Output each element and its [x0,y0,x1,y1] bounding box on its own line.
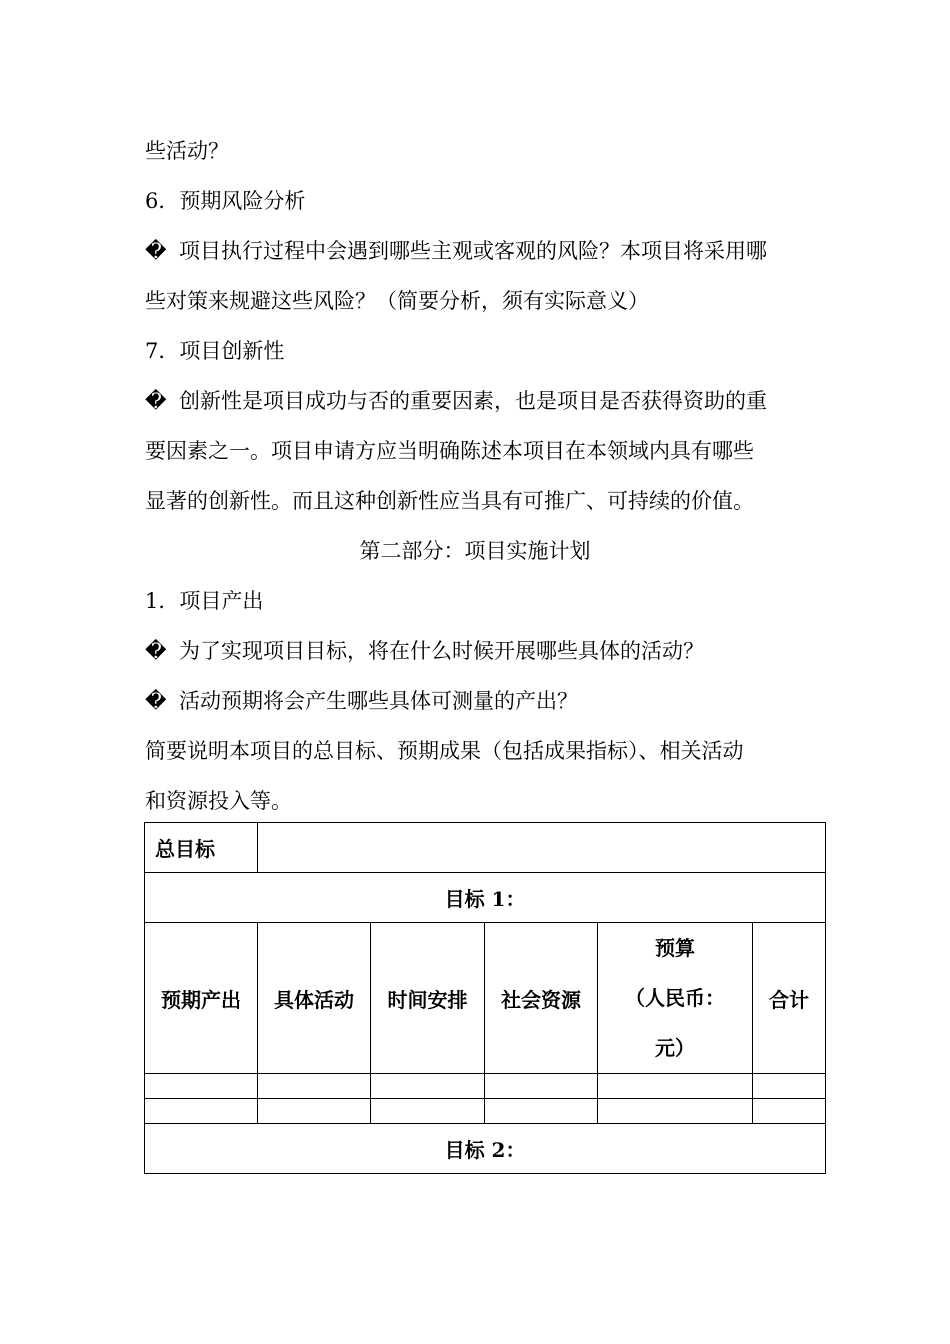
table-cell [371,1074,485,1099]
paragraph-line: 些对策来规避这些风险？（简要分析，须有实际意义） [145,289,649,313]
paragraph-line: 显著的创新性。而且这种创新性应当具有可推广、可持续的价值。 [145,489,754,513]
table-cell [598,1074,753,1099]
heading-risk-analysis: 6．预期风险分析 [145,189,306,213]
table-cell [371,1099,485,1124]
table-cell [258,1074,371,1099]
bullet-paragraph [145,686,578,716]
table-row [145,873,826,923]
header-social-resources: 社会资源 [485,923,598,1074]
paragraph-text: 创新性是项目成功与否的重要因素，也是项目是否获得资助的重 [179,389,767,413]
table-cell [258,1099,371,1124]
table-cell [753,1074,826,1099]
table-cell [485,1099,598,1124]
overall-goal-value [258,823,826,873]
bullet-paragraph [145,236,767,266]
header-budget-line: 预算 [655,936,695,960]
table-cell [598,1099,753,1124]
project-plan-table [144,822,826,1174]
paragraph-line: 和资源投入等。 [145,789,292,813]
bullet-glyph: � [145,389,167,413]
paragraph-line: 些活动？ [145,139,229,163]
header-budget-line: （人民币： [625,986,725,1010]
header-total: 合计 [753,923,826,1074]
table-cell [145,1074,258,1099]
bullet-glyph: � [145,239,167,263]
heading-project-output: 1．项目产出 [145,589,264,613]
table-row [145,823,826,873]
header-budget [598,923,753,1074]
heading-innovation: 7．项目创新性 [145,339,285,363]
table-row [145,1074,826,1099]
bullet-paragraph [145,386,767,416]
paragraph-line: 要因素之一。项目申请方应当明确陈述本项目在本领域内具有哪些 [145,439,754,463]
paragraph-text: 项目执行过程中会遇到哪些主观或客观的风险？本项目将采用哪 [179,239,767,263]
table-header-row [145,923,826,1074]
paragraph-line: 简要说明本项目的总目标、预期成果（包括成果指标）、相关活动 [145,739,744,763]
table-cell [145,1099,258,1124]
goal-1-heading: 目标 1： [145,873,826,923]
bullet-glyph: � [145,639,167,663]
bullet-paragraph [145,636,704,666]
section-title: 第二部分：项目实施计划 [359,539,591,563]
overall-goal-label: 总目标 [145,823,258,873]
table-row [145,1099,826,1124]
table-cell [485,1074,598,1099]
header-expected-output: 预期产出 [145,923,258,1074]
paragraph-text: 为了实现项目目标，将在什么时候开展哪些具体的活动？ [179,639,704,663]
header-budget-line: 元） [655,1036,695,1060]
goal-2-heading: 目标 2： [145,1124,826,1174]
header-activities: 具体活动 [258,923,371,1074]
paragraph-text: 活动预期将会产生哪些具体可测量的产出？ [179,689,578,713]
table-row [145,1124,826,1174]
bullet-glyph: � [145,689,167,713]
table-cell [753,1099,826,1124]
header-schedule: 时间安排 [371,923,485,1074]
